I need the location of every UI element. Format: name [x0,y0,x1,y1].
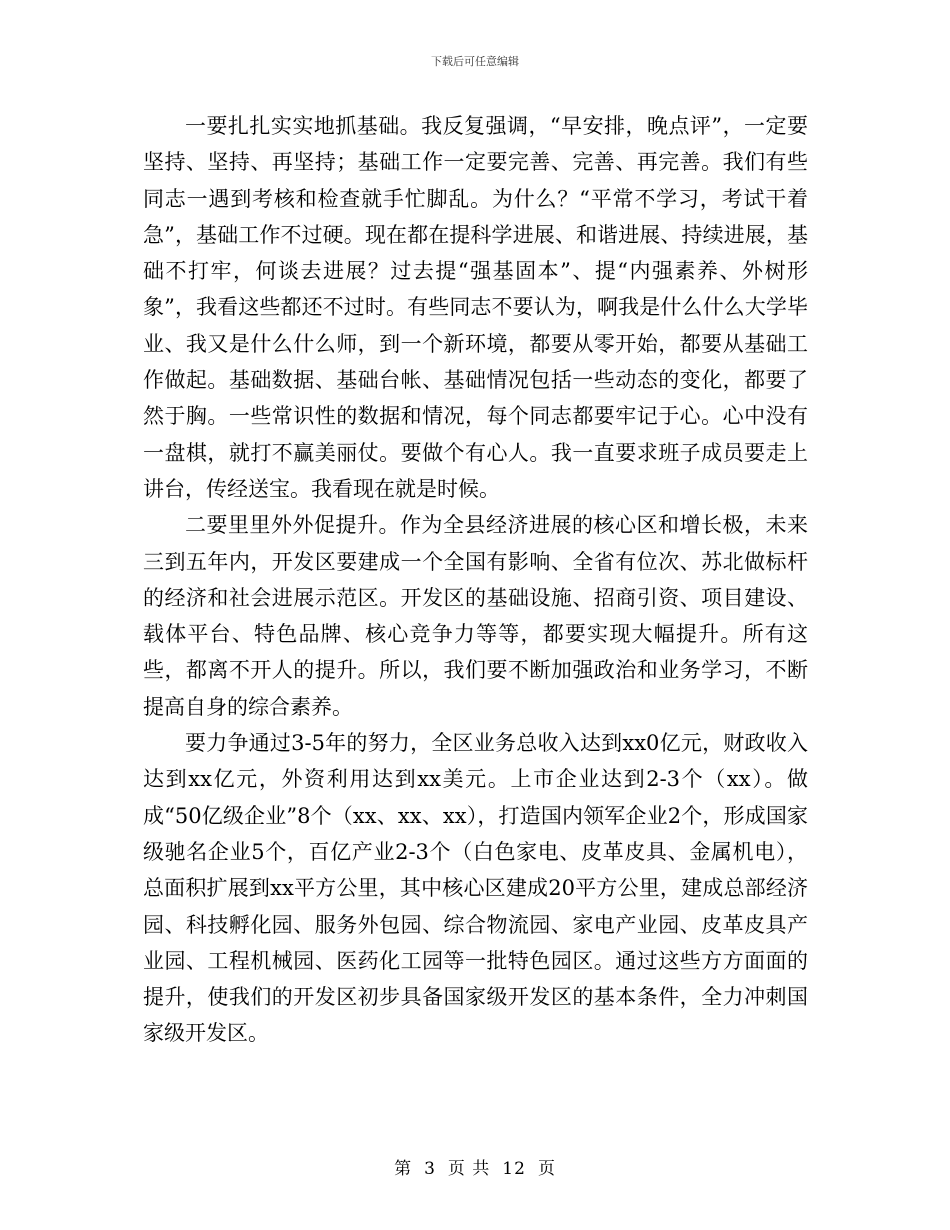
footer-middle: 页 共 [447,1159,491,1179]
page-footer [0,1154,950,1179]
paragraph-2: 二要里里外外促提升。作为全县经济进展的核心区和增长极，未来三到五年内，开发区要建成一个全国有影响、全省有位次、苏北做标杆的经济和社会进展示范区。开发区的基础设施、招商引资、项目建设、载体平台、特色品牌、核心竞争力等等，都要实现大幅提升。所有这些，都离不开人的提升。所以，我们要不断加强政治和业务学习，不断提高自身的综合素养。 [143,513,808,719]
document-body [143,108,808,1052]
paragraph-3: 要力争通过3-5年的努力，全区业务总收入达到xx0亿元，财政收入达到xx亿元，外资利用达到xx美元。上市企业达到2-3个（xx）。做成“50亿级企业”8个（xx、xx、xx），打造国内领军企业2个，形成国家级驰名企业5个，百亿产业2-3个（白色家电、皮革皮具、金属机电），总面积扩展到xx平方公里，其中核心区建成20平方公里，建成总部经济园、科技孵化园、服务外包园、综合物流园、家电产业园、皮革皮具产业园、工程机械园、医药化工园等一批特色园区。通过这些方方面面的提升，使我们的开发区初步具备国家级开发区的基本条件，全力冲刺国家级开发区。 [143,731,808,1046]
header-note: 下载后可任意编辑 [431,55,519,68]
footer-current-page: 3 [424,1159,436,1179]
paragraph-1: 一要扎扎实实地抓基础。我反复强调，“早安排，晚点评”，一定要坚持、坚持、再坚持；基础工作一定要完善、完善、再完善。我们有些同志一遇到考核和检查就手忙脚乱。为什么？“平常不学习，考试干着急”，基础工作不过硬。现在都在提科学进展、和谐进展、持续进展，基础不打牢，何谈去进展？过去提“强基固本”、提“内强素养、外树形象”，我看这些都还不过时。有些同志不要认为，啊我是什么什么大学毕业、我又是什么什么师，到一个新环境，都要从零开始，都要从基础工作做起。基础数据、基础台帐、基础情况包括一些动态的变化，都要了然于胸。一些常识性的数据和情况，每个同志都要牢记于心。心中没有一盘棋，就打不赢美丽仗。要做个有心人。我一直要求班子成员要走上讲台，传经送宝。我看现在就是时候。 [143,114,808,501]
footer-prefix: 第 [394,1159,413,1179]
footer-total-pages: 12 [502,1159,526,1179]
footer-suffix: 页 [537,1159,556,1179]
